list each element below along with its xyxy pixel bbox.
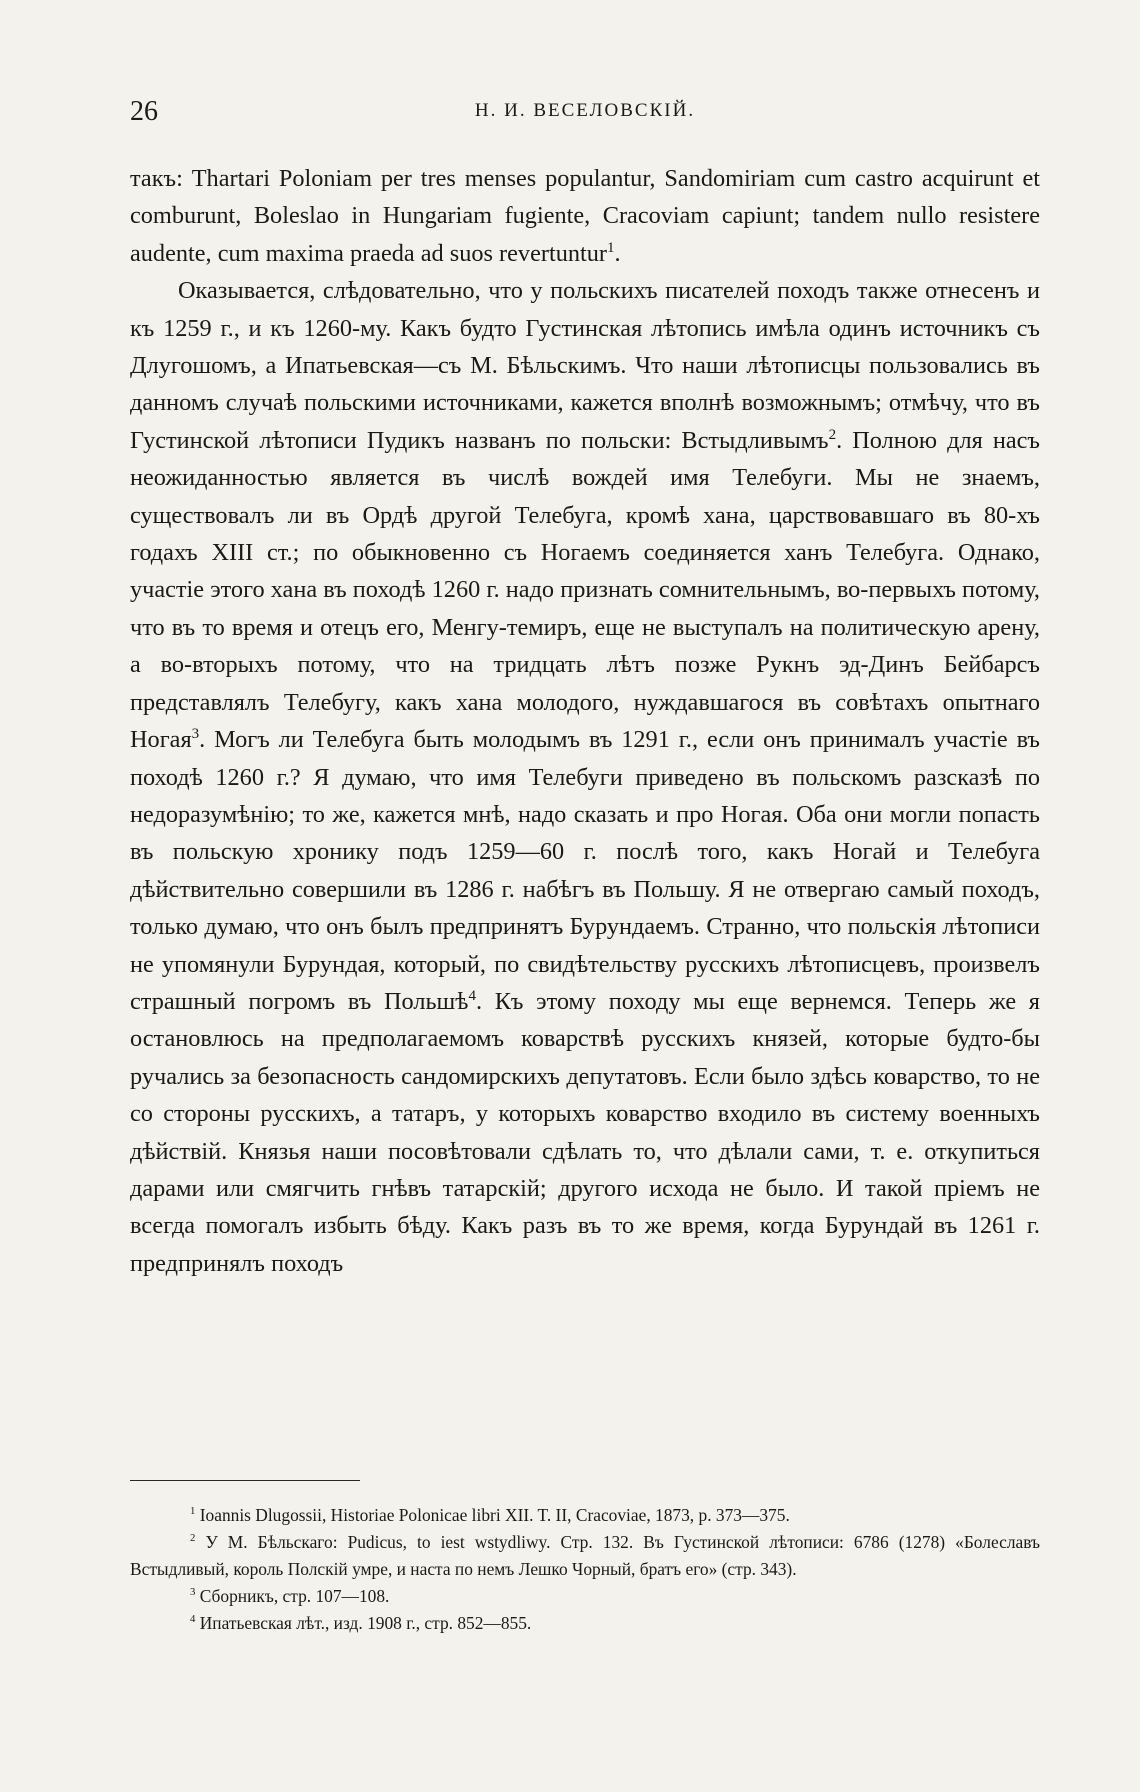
footnote-1-text: Ioannis Dlugossii, Historiae Polonicae libri XII. T. II, Cracoviae, 1873, p. 373—375. bbox=[199, 1505, 790, 1525]
footnote-mark-4: 4 bbox=[190, 1613, 196, 1626]
paragraph-2-text-a: Оказывается, слѣдовательно, что у польскихъ писателей походъ также отнесенъ и къ 1259 г., и къ 1260-му. Какъ будто Густинская лѣтопись имѣла одинъ источникъ съ Длугошомъ, а Ипатьевская—съ М. Бѣльскимъ. Что наши лѣтописцы пользовались въ данномъ случаѣ польскими источниками, кажется вполнѣ возможнымъ; отмѣчу, что въ Густинской лѣтописи Пудикъ названъ по польски: Встыдливымъ bbox=[130, 277, 1040, 454]
footnote-3-text: Сборникъ, стр. 107—108. bbox=[199, 1586, 390, 1606]
running-head: Н. И. ВЕСЕЛОВСКІЙ. bbox=[474, 100, 696, 121]
footnote-ref-4: 4 bbox=[468, 987, 476, 1004]
footnote-divider bbox=[130, 1480, 360, 1481]
footnote-mark-1: 1 bbox=[190, 1505, 196, 1518]
footnote-2-text: У М. Бѣльскаго: Pudicus, to iest wstydliwy. Стр. 132. Въ Густинской лѣтописи: 6786 (1278) «Болеславъ Встыдливый, король Полскій умре, и наста по немъ Лешко Чорный, братъ его» (стр. 343). bbox=[130, 1532, 1040, 1579]
main-text bbox=[130, 160, 1040, 1282]
page-number: 26 bbox=[130, 96, 158, 127]
footnote-mark-2: 2 bbox=[190, 1532, 196, 1545]
paragraph-1-text: такъ: Thartari Poloniam per tres menses populantur, Sandomiriam cum castro acquirunt et comburunt, Boleslao in Hungariam fugiente, Cracoviam capiunt; tandem nullo resistere audente, cum maxima praeda ad suos revertuntur bbox=[130, 165, 1040, 267]
footnote-3 bbox=[130, 1583, 1040, 1610]
paragraph-2-text-d: . Къ этому походу мы еще вернемся. Теперь же я остановлюсь на предполагаемомъ коварствѣ русскихъ князей, которые будто-бы ручались за безопасность сандомирскихъ депутатовъ. Если было здѣсь коварство, то не со стороны русскихъ, а татаръ, у которыхъ коварство входило въ систему военныхъ дѣйствій. Князья наши посовѣтовали сдѣлать то, что дѣлали сами, т. е. откупиться дарами или смягчить гнѣвъ татарскій; другого исхода не было. И такой пріемъ не всегда помогалъ избыть бѣду. Какъ разъ въ то же время, когда Бурундай въ 1261 г. предпринялъ походъ bbox=[130, 987, 1040, 1277]
footnote-4 bbox=[130, 1610, 1040, 1637]
paragraph-2-text-b: . Полною для насъ неожиданностью является въ числѣ вождей имя Телебуги. Мы не знаемъ, существовалъ ли въ Ордѣ другой Телебуга, кромѣ хана, царствовавшаго въ 80-хъ годахъ XIII ст.; по обыкновенно съ Ногаемъ соединяется ханъ Телебуга. Однако, участіе этого хана въ походѣ 1260 г. надо признать сомнительнымъ, во-первыхъ потому, что въ то время и отецъ его, Менгу-темиръ, еще не выступалъ на политическую арену, а во-вторыхъ потому, что на тридцать лѣтъ позже Рукнъ эд-Динъ Бейбарсъ представлялъ Телебугу, какъ хана молодого, нуждавшагося въ совѣтахъ опытнаго Ногая bbox=[130, 426, 1040, 754]
footnote-ref-3: 3 bbox=[191, 726, 200, 742]
paragraph-2-text-c: . Могъ ли Телебуга быть молодымъ въ 1291 г., если онъ принималъ участіе въ походѣ 1260 г.? Я думаю, что имя Телебуги приведено въ польскомъ разсказѣ по недоразумѣнію; то же, кажется мнѣ, надо сказать и про Ногая. Оба они могли попасть въ польскую хронику подъ 1259—60 г. послѣ того, какъ Ногай и Телебуга дѣйствительно совершили въ 1286 г. набѣгъ въ Польшу. Я не отвергаю самый походъ, только думаю, что онъ былъ предпринятъ Бурундаемъ. Странно, что польскія лѣтописи не упомянули Бурундая, который, по свидѣтельству русскихъ лѣтописцевъ, произвелъ страшный погромъ въ Польшѣ bbox=[130, 726, 1040, 1015]
footnote-mark-3: 3 bbox=[190, 1586, 196, 1599]
page-header bbox=[130, 96, 1040, 130]
footnote-1 bbox=[130, 1502, 1040, 1529]
paragraph-1 bbox=[130, 160, 1040, 272]
footnote-ref-2: 2 bbox=[828, 426, 837, 443]
footnote-2 bbox=[130, 1529, 1040, 1583]
footnote-ref-1: 1 bbox=[606, 239, 615, 256]
paragraph-2 bbox=[130, 272, 1040, 1282]
footnote-4-text: Ипатьевская лѣт., изд. 1908 г., стр. 852—855. bbox=[199, 1613, 532, 1633]
paragraph-1-end: . bbox=[614, 239, 621, 267]
footnotes bbox=[130, 1502, 1040, 1637]
